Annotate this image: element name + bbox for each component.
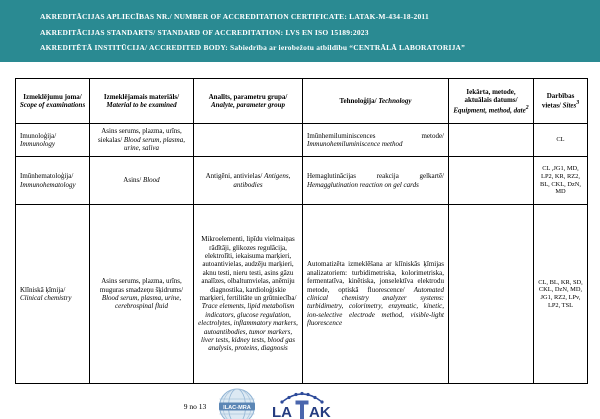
cell-technology-clinical-chemistry: Automatizēta izmeklēšana ar klīniskās ķīmijas analizatoriem: turbidimetriska, kolorimetriska, fermentatīva, kinētiska, jonselektīva elektrodu metode, optiskā fluorescence/ Automated clinical chemistry analyzer systems: turbidimetry, colorimetry, enzymatic, kinetic, ion-selective electrode method, visible-light fluorescence: [303, 205, 449, 384]
banner-accredited-body: AKREDITĒTĀ INSTITŪCIJA/ ACCREDITED BODY: Sabiedrība ar ierobežotu atbildību “CENTRĀLĀ LABORATORIJA”: [40, 43, 466, 52]
svg-text:ILAC-MRA: ILAC-MRA: [223, 404, 252, 411]
header-scope: Izmeklējumu joma/ Scope of examinations: [16, 79, 90, 124]
cell-equipment-clinical-chemistry: [449, 205, 534, 384]
header-sites: Darbības vietas/ Sites$^3$: [534, 79, 588, 124]
cell-scope-clinical-chemistry: Klīniskā ķīmija/ Clinical chemistry: [16, 205, 90, 384]
cell-analyte-immunology: [194, 124, 303, 157]
banner-certificate-number: AKREDITĀCIJAS APLIECĪBAS NR./ NUMBER OF ACCREDITATION CERTIFICATE: LATAK-M-434-18-2011: [40, 12, 429, 21]
banner-standard: AKREDITĀCIJAS STANDARTS/ STANDARD OF ACCREDITATION: LVS EN ISO 15189:2023: [40, 27, 369, 37]
cell-equipment-immunology: [449, 124, 534, 157]
cell-scope-immunology: Imunoloģija/ Immunology: [16, 124, 90, 157]
header-equipment: Iekārta, metode, aktuālais datums/ Equipment, method, date$^2$: [449, 79, 534, 124]
cell-equipment-immunohematology: [449, 157, 534, 205]
cell-material-immunohematology: Asins/ Blood: [90, 157, 194, 205]
cell-analyte-immunohematology: Antigēni, antivielas/ Antigens, antibodies: [194, 157, 303, 205]
cell-sites-immunohematology: CL ,JG1, MD, LP2, KR, RZ2, BL, CKL, DzN, MD: [534, 157, 588, 205]
header-analyte: Analīts, parametru grupa/ Analyte, parameter group: [194, 79, 303, 124]
accreditation-banner: [0, 0, 600, 62]
cell-scope-immunohematology: Imūnhematoloģija/ Immunohematology: [16, 157, 90, 205]
svg-text:LA: LA: [272, 404, 293, 419]
table-row-clinical-chemistry: [16, 205, 588, 384]
table-row-immunology: [16, 124, 588, 157]
page-footer: [0, 388, 560, 419]
cell-technology-immunohematology: Hemaglutinācijas reakcija gelkartē/ Hemagglutination reaction on gel cards: [303, 157, 449, 205]
header-material: Izmeklējamais materiāls/ Material to be examined: [90, 79, 194, 124]
header-technology: Tehnoloģija/ Technology: [303, 79, 449, 124]
cell-technology-immunology: Imūnhemiluminiscences metode/ Immunohemiluminiscence method: [303, 124, 449, 157]
cell-material-immunology: Asins serums, plazma, urīns, siekalas/ Blood serum, plasma, urine, saliva: [90, 124, 194, 157]
svg-text:AK: AK: [309, 404, 331, 419]
scope-of-accreditation-table: [15, 78, 588, 384]
page-number: 9 no 13: [183, 402, 207, 411]
latak-logo: [268, 388, 336, 419]
cell-material-clinical-chemistry: Asins serums, plazma, urīns, muguras smadzeņu šķidrums/ Blood serum, plasma, urine, cerebrospinal fluid: [90, 205, 194, 384]
cell-analyte-clinical-chemistry: Mikroelementi, lipīdu vielmaiņas rādītāji, glikozes regulācija, elektrolīti, iekaisuma marķieri, autoantivielas, audzēju marķieri, aknu testi, nieru testi, asins gāzu analīzes, olbaltumvielas, anēmiju diagnostika, kardioloģiskie marķieri, fertilitāte un grūtniecība/ Trace elements, lipid metabolism indicators, glucose regulation, electrolytes, inflammatory markers, autoantibodies, tumor markers, liver tests, kidney tests, blood gas analysis, proteins, diagnosis: [194, 205, 303, 384]
cell-sites-immunology: CL: [534, 124, 588, 157]
cell-sites-clinical-chemistry: CL, BL, KR, SD, CKL, DzN, MD, JG1, RZ2, LPv, LP2, TSL: [534, 205, 588, 384]
table-row-immunohematology: [16, 157, 588, 205]
table-header-row: [16, 79, 588, 124]
ilac-mra-logo: [214, 388, 260, 419]
